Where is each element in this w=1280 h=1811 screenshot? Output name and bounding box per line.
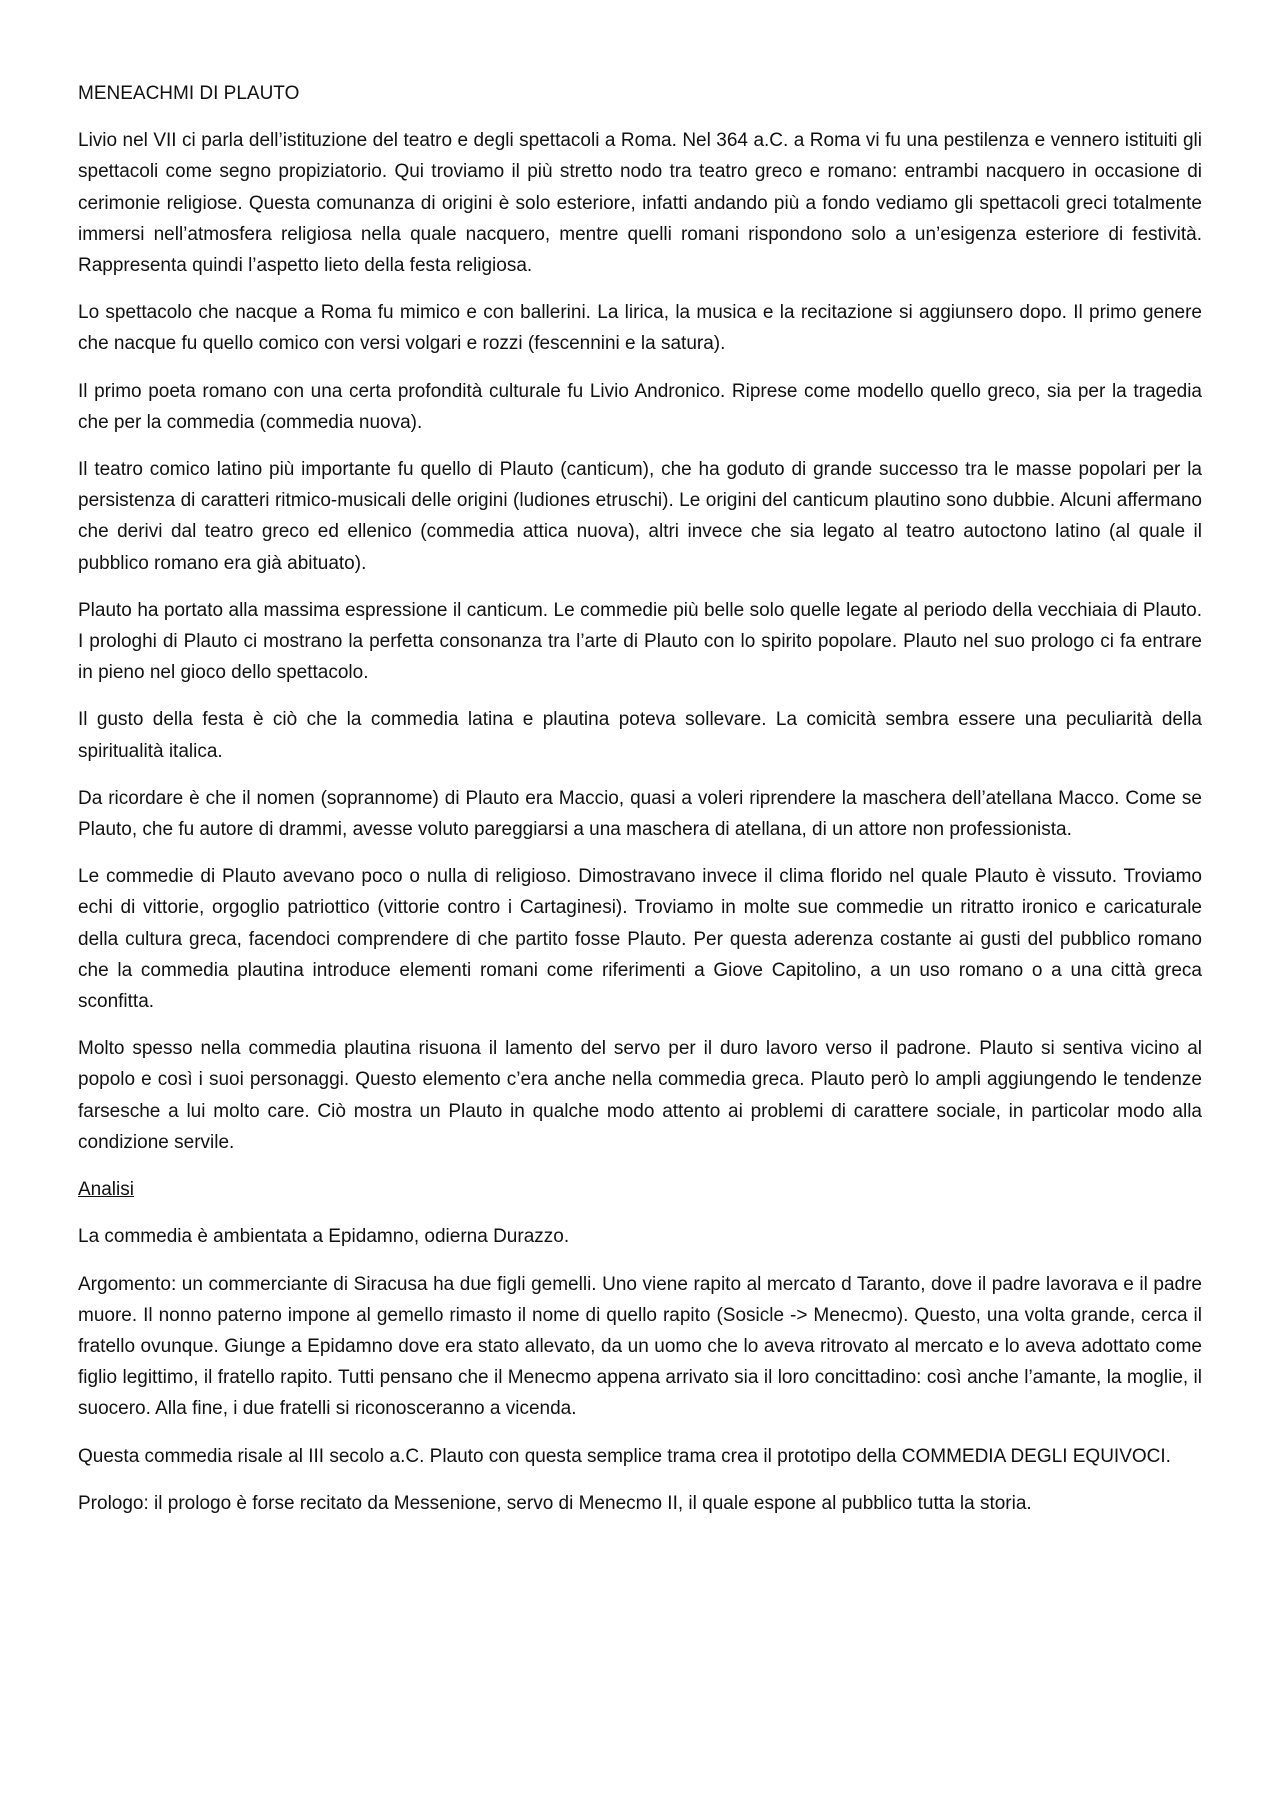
paragraph-istituzione-teatro: Livio nel VII ci parla dell’istituzione del teatro e degli spettacoli a Roma. Nel 364 a.C. a Roma vi fu una pestilenza e vennero istituiti gli spettacoli come segno propiziatorio. Qui troviamo il più stretto nodo tra teatro greco e romano: entrambi nacquero in occasione di cerimonie religiose. Questa comunanza di origini è solo esteriore, infatti andando più a fondo vediamo gli spettacoli greci totalmente immersi nell’atmosfera religiosa nella quale nacquero, mentre quelli romani rispondono solo a un’esigenza esteriore di festività. Rappresenta quindi l’aspetto lieto della festa religiosa. <box>78 130 1202 277</box>
paragraph-spettacolo-mimico: Lo spettacolo che nacque a Roma fu mimico e con ballerini. La lirica, la musica e la recitazione si aggiunsero dopo. Il primo genere che nacque fu quello comico con versi volgari e rozzi (fescennini e la satura). <box>78 302 1202 355</box>
paragraph-nomen-maccio: Da ricordare è che il nomen (soprannome) di Plauto era Maccio, quasi a voleri riprendere la maschera dell’atellana Macco. Come se Plauto, che fu autore di drammi, avesse voluto pareggiarsi a una maschera di atellana, di un attore non professionista. <box>78 787 1202 841</box>
paragraph-canticum: Plauto ha portato alla massima espressione il canticum. Le commedie più belle solo quelle legate al periodo della vecchiaia di Plauto. I prologhi di Plauto ci mostrano la perfetta consonanza tra l’arte di Plauto con lo spirito popolare. Plauto nel suo prologo ci fa entrare in pieno nel gioco dello spettacolo. <box>78 599 1202 684</box>
paragraph-livio-andronico: Il primo poeta romano con una certa profondità culturale fu Livio Andronico. Riprese come modello quello greco, sia per la tragedia che per la commedia (commedia nuova). <box>78 380 1202 433</box>
paragraph-prologo: Prologo: il prologo è forse recitato da Messenione, servo di Menecmo II, il quale espone al pubblico tutta la storia. <box>78 1492 1032 1514</box>
document-title: MENEACHMI DI PLAUTO <box>78 83 300 104</box>
paragraph-commedie-religioso: Le commedie di Plauto avevano poco o nulla di religioso. Dimostravano invece il clima florido nel quale Plauto è vissuto. Troviamo echi di vittorie, orgoglio patriottico (vittorie contro i Cartaginesi). Troviamo in molte sue commedie un ritratto ironico e caricaturale della cultura greca, facendoci comprendere di che partito fosse Plauto. Per questa aderenza costante ai gusti del pubblico romano che la commedia plautina introduce elementi romani come riferimenti a Giove Capitolino, a un uso romano o a una città greca sconfitta. <box>78 866 1202 1013</box>
paragraph-ambientazione: La commedia è ambientata a Epidamno, odierna Durazzo. <box>78 1226 570 1248</box>
paragraph-argomento: Argomento: un commerciante di Siracusa ha due figli gemelli. Uno viene rapito al mercato d Taranto, dove il padre lavorava e il padre muore. Il nonno paterno impone al gemello rimasto il nome di quello rapito (Sosicle -> Menecmo). Questo, una volta grande, cerca il fratello ovunque. Giunge a Epidamno dove era stato allevato, da un uomo che lo aveva ritrovato al mercato e lo aveva adottato come figlio legittimo, il fratello rapito. Tutti pensano che il Menecmo appena arrivato sia il loro concittadino: così anche l’amante, la moglie, il suocero. Alla fine, i due fratelli si riconosceranno a vicenda. <box>78 1273 1202 1420</box>
section-heading-analisi: Analisi <box>78 1179 134 1201</box>
paragraph-gusto-festa: Il gusto della festa è ciò che la commedia latina e plautina poteva sollevare. La comicità sembra essere una peculiarità della spiritualità italica. <box>78 709 1202 762</box>
paragraph-lamento-servo: Molto spesso nella commedia plautina risuona il lamento del servo per il duro lavoro verso il padrone. Plauto si sentiva vicino al popolo e così i suoi personaggi. Questo elemento c’era anche nella commedia greca. Plauto però lo ampli aggiungendo le tendenze farsesche a lui molto care. Ciò mostra un Plauto in qualche modo attento ai problemi di carattere sociale, in particolar modo alla condizione servile. <box>78 1038 1202 1153</box>
document-page <box>78 78 1202 1535</box>
paragraph-datazione: Questa commedia risale al III secolo a.C. Plauto con questa semplice trama crea il prototipo della COMMEDIA DEGLI EQUIVOCI. <box>78 1445 1171 1467</box>
paragraph-teatro-comico-latino: Il teatro comico latino più importante fu quello di Plauto (canticum), che ha goduto di grande successo tra le masse popolari per la persistenza di caratteri ritmico-musicali delle origini (ludiones etruschi). Le origini del canticum plautino sono dubbie. Alcuni affermano che derivi dal teatro greco ed ellenico (commedia attica nuova), altri invece che sia legato al teatro autoctono latino (al quale il pubblico romano era già abituato). <box>78 459 1202 574</box>
